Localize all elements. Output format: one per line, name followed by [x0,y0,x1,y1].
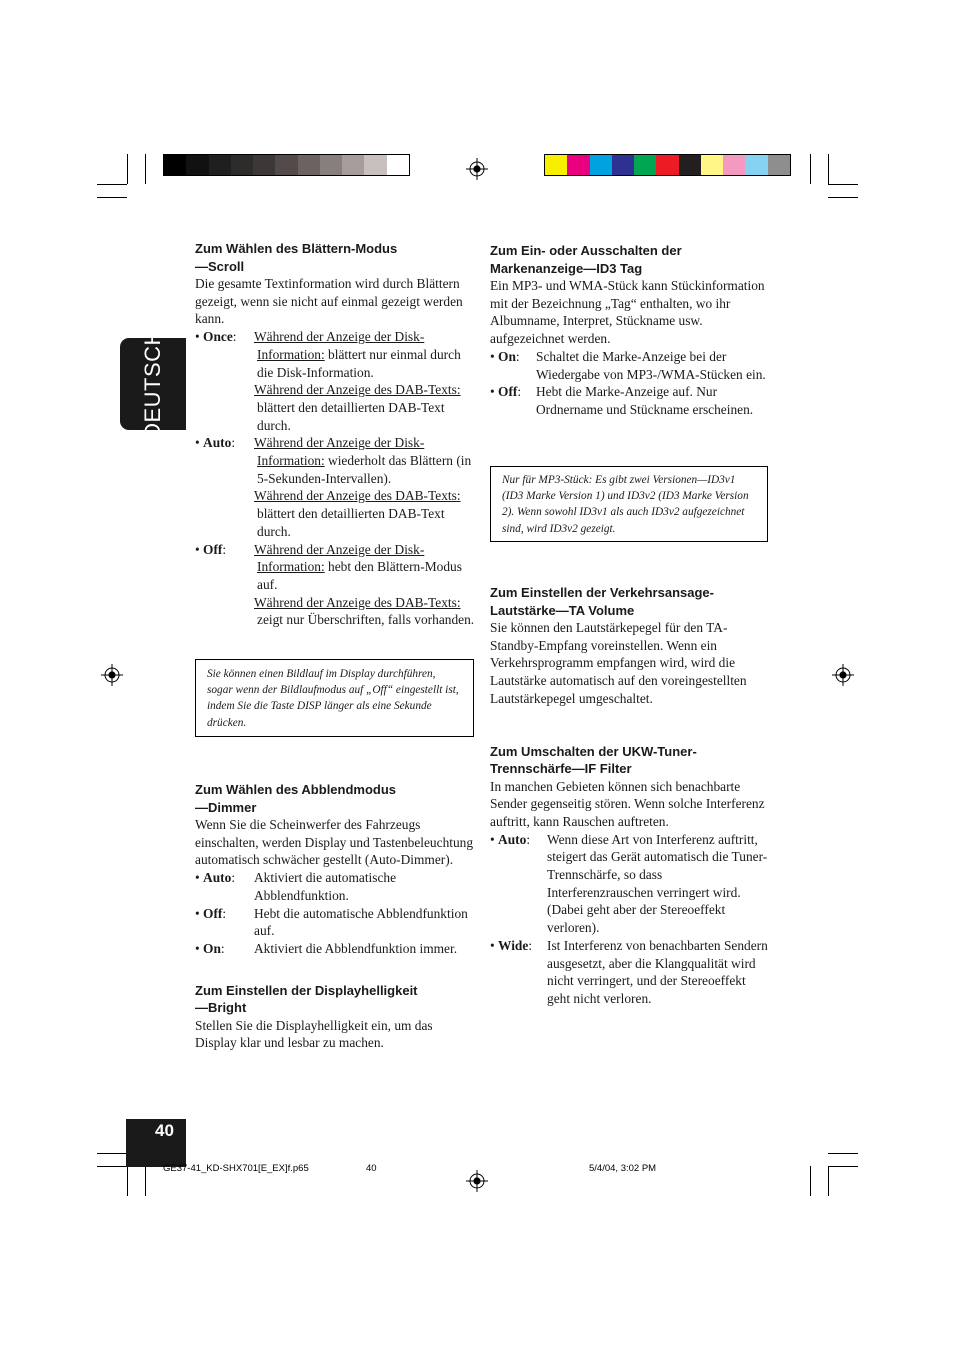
color-swatch [545,155,567,175]
color-swatch [364,155,386,175]
page-number-box [126,1119,186,1167]
color-swatch [656,155,678,175]
color-swatch [298,155,320,175]
color-swatch [209,155,231,175]
list-item: • Auto: Aktiviert die automatische Abblendfunktion. [195,870,397,903]
if-filter-options-list [490,831,770,1008]
section-heading: Zum Wählen des Abblendmodus —Dimmer [195,782,397,815]
section-heading: Zum Wählen des Blättern-Modus —Scroll [195,241,398,274]
color-swatch [253,155,275,175]
section-body: In manchen Gebieten können sich benachbarte Sender gegenseitig stören. Wenn solche Interferenz auftritt, kann Rauschen auftreten. [490,778,765,829]
list-item: • Off: Hebt die automatische Abblendfunktion auf. [195,905,468,939]
section-heading: Zum Umschalten der UKW-Tuner- Trennschärfe—IF Filter [490,743,697,777]
page-number: 40 [155,1121,174,1140]
id3-options-list [490,348,770,419]
registration-mark-icon [466,158,488,180]
section-body: Stellen Sie die Displayhelligkeit ein, um das Display klar und lesbar zu machen. [195,1017,433,1051]
color-swatch [275,155,297,175]
footer-file-name: GE37-41_KD-SHX701[E_EX]f.p65 [163,1163,309,1174]
section-body: Die gesamte Textinformation wird durch Blättern gezeigt, wenn sie nicht auf einmal gezeigt werden kann. [195,276,463,327]
list-item: • On: Aktiviert die Abblendfunktion immer. [195,940,458,956]
footer-page: 40 [366,1163,377,1174]
footer-date: 5/4/04, 3:02 PM [589,1163,657,1174]
left-column-lower [195,781,475,1052]
right-column-lower [490,584,770,1008]
color-swatch [567,155,589,175]
color-swatch [164,155,186,175]
registration-mark-icon [466,1170,488,1192]
right-column [490,242,770,419]
color-swatch [590,155,612,175]
registration-mark-icon [101,664,123,686]
color-swatch [231,155,253,175]
color-swatch [186,155,208,175]
color-swatch [634,155,656,175]
list-item: • Auto: Während der Anzeige der Disk-Information: wiederholt das Blättern (in 5-Sekunden-Intervallen). Während der Anzeige des DAB-Texts: blättert den detaillierten DAB-Text durch. [195,435,472,539]
list-item: • Wide: Ist Interferenz von benachbarten Sendern ausgesetzt, aber die Klangqualität wird nicht verringert, und der Stereoeffekt geht nicht verloren. [490,937,768,1006]
section-heading: Zum Ein- oder Ausschalten der Markenanzeige—ID3 Tag [490,243,682,276]
color-swatch [679,155,701,175]
grayscale-calibration-bar [163,154,410,176]
color-swatch [745,155,767,175]
list-item: • Once: Während der Anzeige der Disk-Information: blättert nur einmal durch die Disk-Information. Während der Anzeige des DAB-Texts: blättert den detaillierten DAB-Text durch. [195,329,461,433]
left-column [195,240,475,629]
color-swatch [387,155,409,175]
list-item: • On: Schaltet die Marke-Anzeige bei der Wiedergabe von MP3-/WMA-Stücken ein. [490,348,766,382]
color-swatch [701,155,723,175]
id3-note-box: Nur für MP3-Stück: Es gibt zwei Versionen—ID3v1 (ID3 Marke Version 1) und ID3v2 (ID3 Marke Version 2). Wenn sowohl ID3v1 als auch ID3v2 aufgezeichnet sind, wird ID3v2 gezeigt. [490,466,768,542]
color-swatch [342,155,364,175]
list-item: • Auto: Wenn diese Art von Interferenz auftritt, steigert das Gerät automatisch die Tuner-Trennschärfe, so dass Interferenzrauschen verringert wird. (Dabei geht aber der Stereoeffekt verloren). [490,831,768,936]
color-swatch [723,155,745,175]
list-item: • Off: Hebt die Marke-Anzeige auf. Nur Ordnername und Stückname erscheinen. [490,384,754,417]
process-color-calibration-bar [544,154,791,176]
language-tab-label: DEUTSCH [140,329,165,439]
registration-mark-icon [832,664,854,686]
section-body: Wenn Sie die Scheinwerfer des Fahrzeugs einschalten, werden Display und Tastenbeleuchtung automatisch schwächer gestellt (Auto-Dimmer). [195,817,474,868]
section-body: Ein MP3- und WMA-Stück kann Stückinformation mit der Bezeichnung „Tag“ enthalten, wo ihr Albumname, Interpret, Stückname usw. aufgezeichnet werden. [490,278,765,347]
color-swatch [612,155,634,175]
section-heading: Zum Einstellen der Displayhelligkeit —Bright [195,982,418,1016]
section-body: Sie können den Lautstärkepegel für den TA-Standby-Empfang voreinstellen. Wenn ein Verkehrsprogramm empfangen wird, wird die Lautstärke automatisch auf den voreingestellten Lautstärkepegel umgeschaltet. [490,620,747,706]
color-swatch [768,155,790,175]
section-heading: Zum Einstellen der Verkehrsansage- Lautstärke—TA Volume [490,585,714,618]
scroll-note-box: Sie können einen Bildlauf im Display durchführen, sogar wenn der Bildlaufmodus auf „Off“ eingestellt ist, indem Sie die Taste DISP länger als eine Sekunde drücken. [195,659,474,737]
scroll-options-list [195,328,475,629]
list-item: • Off: Während der Anzeige der Disk-Information: hebt den Blättern-Modus auf. Während der Anzeige des DAB-Texts: zeigt nur Überschriften, falls vorhanden. [195,541,475,628]
dimmer-options-list [195,869,475,958]
color-swatch [320,155,342,175]
language-tab [120,329,186,439]
